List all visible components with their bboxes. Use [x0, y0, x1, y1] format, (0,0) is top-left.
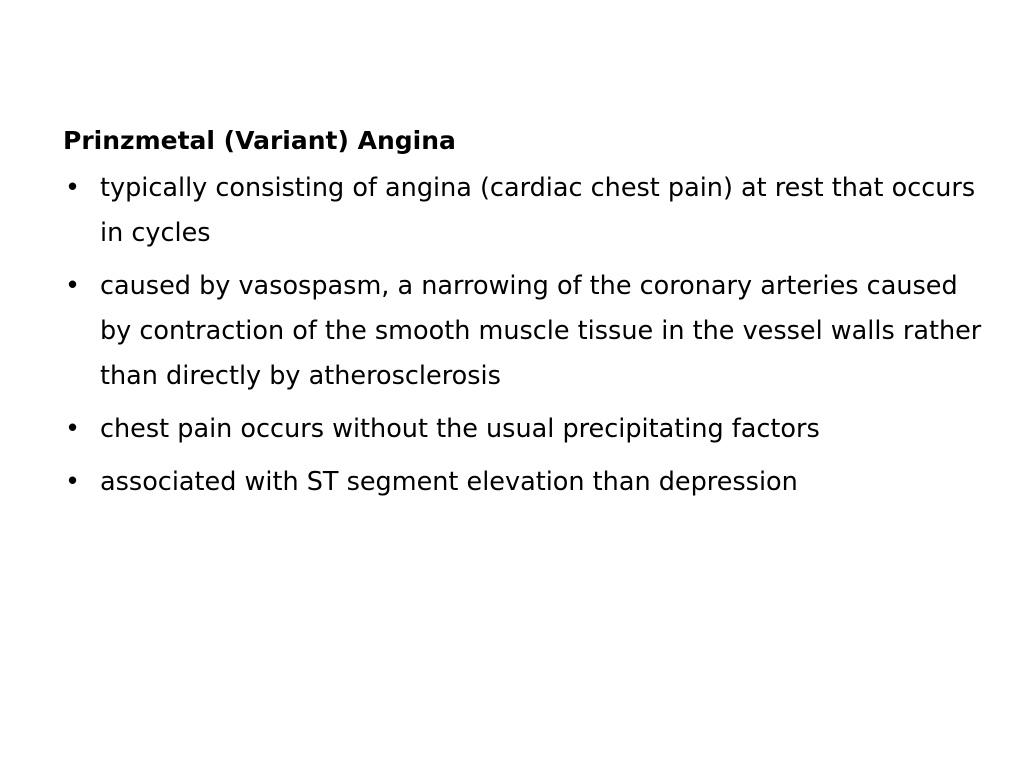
bullet-icon: • [65, 467, 81, 497]
bullet-item-4 [63, 460, 993, 505]
bullet-text: caused by vasospasm, a narrowing of the coronary arteries caused by contraction of the smooth muscle tissue in the vessel walls rather than directly by atherosclerosis [100, 271, 982, 391]
bullet-icon: • [65, 173, 81, 203]
bullet-text: chest pain occurs without the usual precipitating factors [100, 414, 820, 444]
bullet-item-1 [63, 166, 993, 256]
bullet-item-3 [63, 407, 993, 452]
bullet-icon: • [65, 271, 81, 301]
bullet-icon: • [65, 414, 81, 444]
bullet-list [63, 166, 993, 505]
bullet-text: typically consisting of angina (cardiac chest pain) at rest that occurs in cycles [100, 173, 976, 248]
bullet-item-2 [63, 264, 993, 399]
slide-title: Prinzmetal (Variant) Angina [63, 126, 456, 155]
slide-content [63, 118, 993, 513]
bullet-text: associated with ST segment elevation than depression [100, 467, 798, 497]
